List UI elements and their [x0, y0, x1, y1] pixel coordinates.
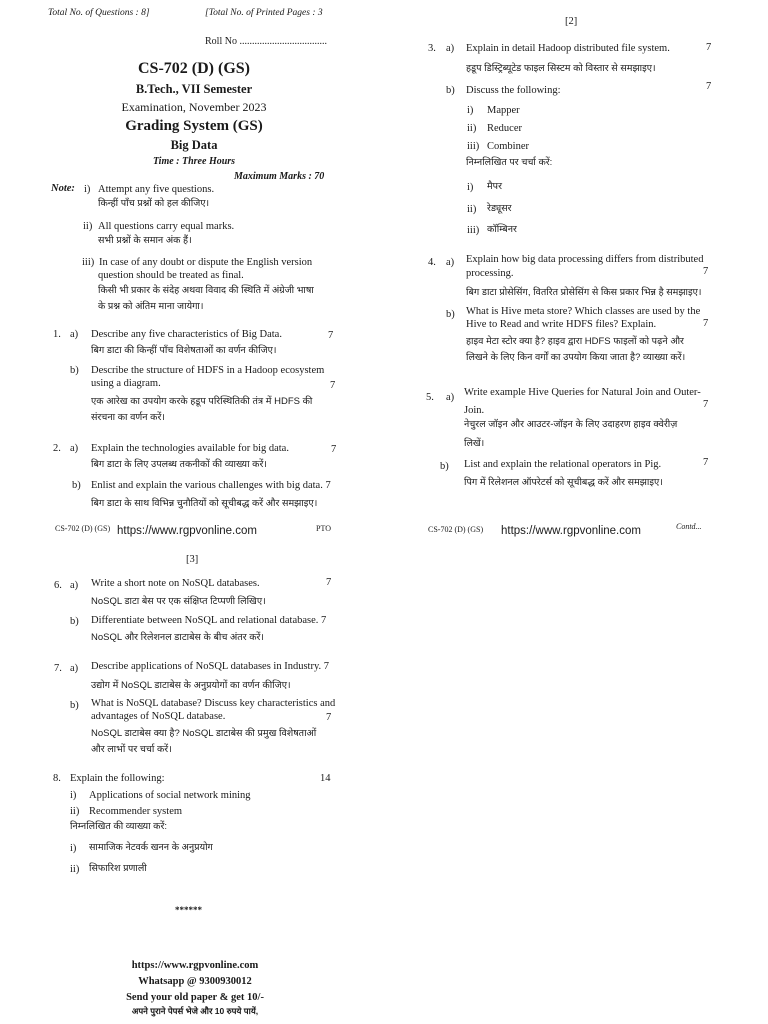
q4b-en-1: What is Hive meta store? Which classes are used by the: [466, 306, 701, 317]
total-questions: Total No. of Questions : 8]: [48, 8, 150, 18]
promo-send: Send your old paper & get 10/-: [126, 992, 264, 1003]
q7b-hi-2: और लाभों पर चर्चा करें।: [91, 744, 172, 755]
degree: B.Tech., VII Semester: [135, 82, 253, 96]
q1a-hi: बिग डाटा की किन्हीं पाँच विशेषताओं का वर्णन कीजिए।: [91, 345, 277, 356]
p1-footer-code: CS-702 (D) (GS): [55, 524, 111, 533]
q5-num: 5.: [426, 392, 434, 403]
q3b-en: Discuss the following:: [466, 85, 561, 96]
q7b-marks: 7: [326, 712, 332, 723]
promo-url[interactable]: https://www.rgpvonline.com: [131, 960, 259, 971]
q2a-marks: 7: [331, 444, 337, 455]
q7b-en-1: What is NoSQL database? Discuss key characteristics and: [91, 698, 336, 709]
q1-num: 1.: [53, 329, 61, 340]
q2-num: 2.: [53, 443, 61, 454]
q2a-hi: बिग डाटा के लिए उपलब्ध तकनीकों की व्याख्या करें।: [91, 459, 267, 470]
q8-hi-i-text: सामाजिक नेटवर्क खनन के अनुप्रयोग: [89, 842, 213, 853]
q8-en: Explain the following:: [70, 773, 165, 784]
q7b-en-2: advantages of NoSQL database.: [91, 711, 226, 722]
note-3-hi-1: किसी भी प्रकार के संदेह अथवा विवाद की स्थिति में अंग्रेजी भाषा: [98, 285, 314, 296]
note-1-num: i): [84, 184, 91, 195]
note-2-num: ii): [83, 221, 93, 232]
note-1-en: Attempt any five questions.: [98, 184, 215, 195]
q7a-en: Describe applications of NoSQL databases in Industry. 7: [91, 661, 330, 672]
q3b-i-text: Mapper: [487, 105, 520, 116]
q8-num: 8.: [53, 773, 61, 784]
q5b-marks: 7: [703, 457, 709, 468]
q7b-hi-1: NoSQL डाटाबेस क्या है? NoSQL डाटाबेस की प्रमुख विशेषताओं: [91, 728, 317, 739]
q4a-hi: बिग डाटा प्रोसेसिंग, वितरित प्रोसेसिंग से किस प्रकार भिन्न है समझाइए।: [466, 287, 702, 298]
q3b-hi-i: i): [467, 182, 474, 193]
q4b-hi-1: हाइव मेटा स्टोर क्या है? हाइव द्वारा HDFS फाइलों को पढ़ने और: [466, 336, 684, 347]
q2a-label: a): [70, 443, 79, 454]
q3b-i: i): [467, 105, 474, 116]
q1a-label: a): [70, 329, 79, 340]
paper-code: CS-702 (D) (GS): [138, 60, 250, 77]
q5a-en-2: Join.: [464, 405, 485, 416]
q3-num: 3.: [428, 43, 436, 54]
q4b-marks: 7: [703, 318, 709, 329]
q3a-marks: 7: [706, 42, 712, 53]
q3b-ii: ii): [467, 123, 477, 134]
q6a-en: Write a short note on NoSQL databases.: [91, 578, 260, 589]
q8-hi-i: i): [70, 843, 77, 854]
exam-session: Examination, November 2023: [121, 100, 267, 114]
q3b-hi-iii-text: कॉम्बिनर: [487, 224, 517, 235]
q3b-hi-ii-text: रेड्यूसर: [487, 203, 512, 214]
q4b-en-2: Hive to Read and write HDFS files? Explain.: [466, 319, 657, 330]
promo-hindi: अपने पुराने पेपर्स भेजे और 10 रुपये पायें,: [131, 1006, 259, 1016]
q4b-hi-2: लिखने के लिए किन वर्गों का उपयोग किया जाता है? व्याख्या करें।: [466, 352, 686, 363]
q3a-en: Explain in detail Hadoop distributed file system.: [466, 43, 670, 54]
q5a-hi-2: लिखें।: [464, 438, 485, 449]
q7-num: 7.: [54, 663, 62, 674]
note-3-en-2: question should be treated as final.: [98, 270, 244, 281]
q6a-hi: NoSQL डाटा बेस पर एक संक्षिप्त टिप्पणी लिखिए।: [91, 596, 266, 607]
q2b-label: b): [72, 480, 81, 491]
q5a-marks: 7: [703, 399, 709, 410]
end-marker: ******: [175, 905, 202, 915]
q1b-marks: 7: [330, 380, 336, 391]
q3a-label: a): [446, 43, 455, 54]
q3b-hi: निम्नलिखित पर चर्चा करें:: [466, 157, 553, 168]
promo-whatsapp: Whatsapp @ 9300930012: [138, 976, 252, 987]
q3b-hi-ii: ii): [467, 204, 477, 215]
q6a-marks: 7: [326, 577, 332, 588]
q7a-hi: उद्योग में NoSQL डाटाबेस के अनुप्रयोगों का वर्णन कीजिए।: [91, 680, 291, 691]
q8-i: i): [70, 790, 77, 801]
q8-marks: 14: [320, 773, 331, 784]
q4-num: 4.: [428, 257, 436, 268]
q7a-label: a): [70, 663, 79, 674]
p2-footer-code: CS-702 (D) (GS): [428, 525, 484, 534]
q4a-marks: 7: [703, 266, 709, 277]
q4a-label: a): [446, 257, 455, 268]
q5b-en: List and explain the relational operators in Pig.: [464, 459, 662, 470]
q6a-label: a): [70, 580, 79, 591]
q3b-label: b): [446, 85, 455, 96]
q8-ii-text: Recommender system: [89, 806, 183, 817]
q3b-ii-text: Reducer: [487, 123, 522, 134]
q8-hi-ii-text: सिफारिश प्रणाली: [89, 863, 147, 874]
max-marks: Maximum Marks : 70: [234, 171, 325, 182]
note-3-num: iii): [82, 257, 95, 268]
p2-page-number: [2]: [565, 16, 578, 27]
q2a-en: Explain the technologies available for big data.: [91, 443, 289, 454]
q1b-en-2: using a diagram.: [91, 378, 161, 389]
subject-title: Big Data: [170, 138, 218, 152]
q1b-label: b): [70, 365, 79, 376]
q2b-hi: बिग डाटा के साथ विभिन्न चुनौतियों को सूचीबद्ध करें और समझाइए।: [91, 498, 318, 509]
q5a-en-1: Write example Hive Queries for Natural Join and Outer-: [464, 387, 701, 398]
q1b-hi-1: एक आरेख का उपयोग करके हडूप परिस्थितिकी तंत्र में HDFS की: [91, 396, 313, 407]
q7b-label: b): [70, 700, 79, 711]
q4a-en-2: processing.: [466, 268, 514, 279]
q8-ii: ii): [70, 806, 80, 817]
q5a-label: a): [446, 392, 455, 403]
p2-footer-contd: Contd...: [676, 522, 702, 531]
note-1-hi: किन्हीं पाँच प्रश्नों को हल कीजिए।: [98, 198, 210, 209]
q3b-iii-text: Combiner: [487, 141, 529, 152]
p3-page-number: [3]: [186, 554, 199, 565]
q6b-hi: NoSQL और रिलेशनल डाटाबेस के बीच अंतर करें।: [91, 632, 265, 643]
q5b-label: b): [440, 461, 449, 472]
p1-footer-url[interactable]: https://www.rgpvonline.com: [117, 525, 257, 537]
q3b-hi-i-text: मैपर: [487, 181, 502, 192]
q4b-label: b): [446, 309, 455, 320]
q1a-en: Describe any five characteristics of Big Data.: [91, 329, 282, 340]
roll-no: Roll No ...................................: [205, 36, 327, 47]
q5b-hi: पिग में रिलेशनल ऑपरेटर्स को सूचीबद्ध करें और समझाइए।: [464, 477, 663, 488]
q3b-iii: iii): [467, 141, 480, 152]
q1b-hi-2: संरचना का वर्णन करें।: [91, 412, 165, 423]
note-label: Note:: [51, 183, 75, 194]
p2-footer-url[interactable]: https://www.rgpvonline.com: [501, 525, 641, 537]
q3b-marks: 7: [706, 81, 712, 92]
q1a-marks: 7: [328, 330, 334, 341]
q5a-hi-1: नेचुरल जॉइन और आउटर-जॉइन के लिए उदाहरण हाइव क्वेरीज़: [464, 419, 678, 430]
q3b-hi-iii: iii): [467, 225, 480, 236]
note-2-hi: सभी प्रश्नों के समान अंक हैं।: [98, 235, 192, 246]
q2b-en: Enlist and explain the various challenges with big data. 7: [91, 480, 331, 491]
q8-hi-ii: ii): [70, 864, 80, 875]
note-3-hi-2: के प्रश्न को अंतिम माना जायेगा।: [98, 301, 204, 312]
total-pages: [Total No. of Printed Pages : 3: [205, 8, 323, 18]
p1-footer-pto: PTO: [316, 524, 331, 533]
q6b-label: b): [70, 616, 79, 627]
q8-i-text: Applications of social network mining: [89, 790, 251, 801]
q1b-en-1: Describe the structure of HDFS in a Hadoop ecosystem: [91, 365, 325, 376]
note-3-en-1: In case of any doubt or dispute the English version: [99, 257, 313, 268]
q6b-en: Differentiate between NoSQL and relational database. 7: [91, 615, 327, 626]
q4a-en-1: Explain how big data processing differs from distributed: [466, 254, 704, 265]
q8-hi: निम्नलिखित की व्याख्या करें:: [70, 821, 167, 832]
time: Time : Three Hours: [152, 156, 236, 167]
note-2-en: All questions carry equal marks.: [98, 221, 235, 232]
q6-num: 6.: [54, 580, 62, 591]
grading-system: Grading System (GS): [125, 118, 263, 134]
q3a-hi: हडूप डिस्ट्रिब्यूटेड फाइल सिस्टम को विस्तार से समझाइए।: [466, 63, 656, 74]
